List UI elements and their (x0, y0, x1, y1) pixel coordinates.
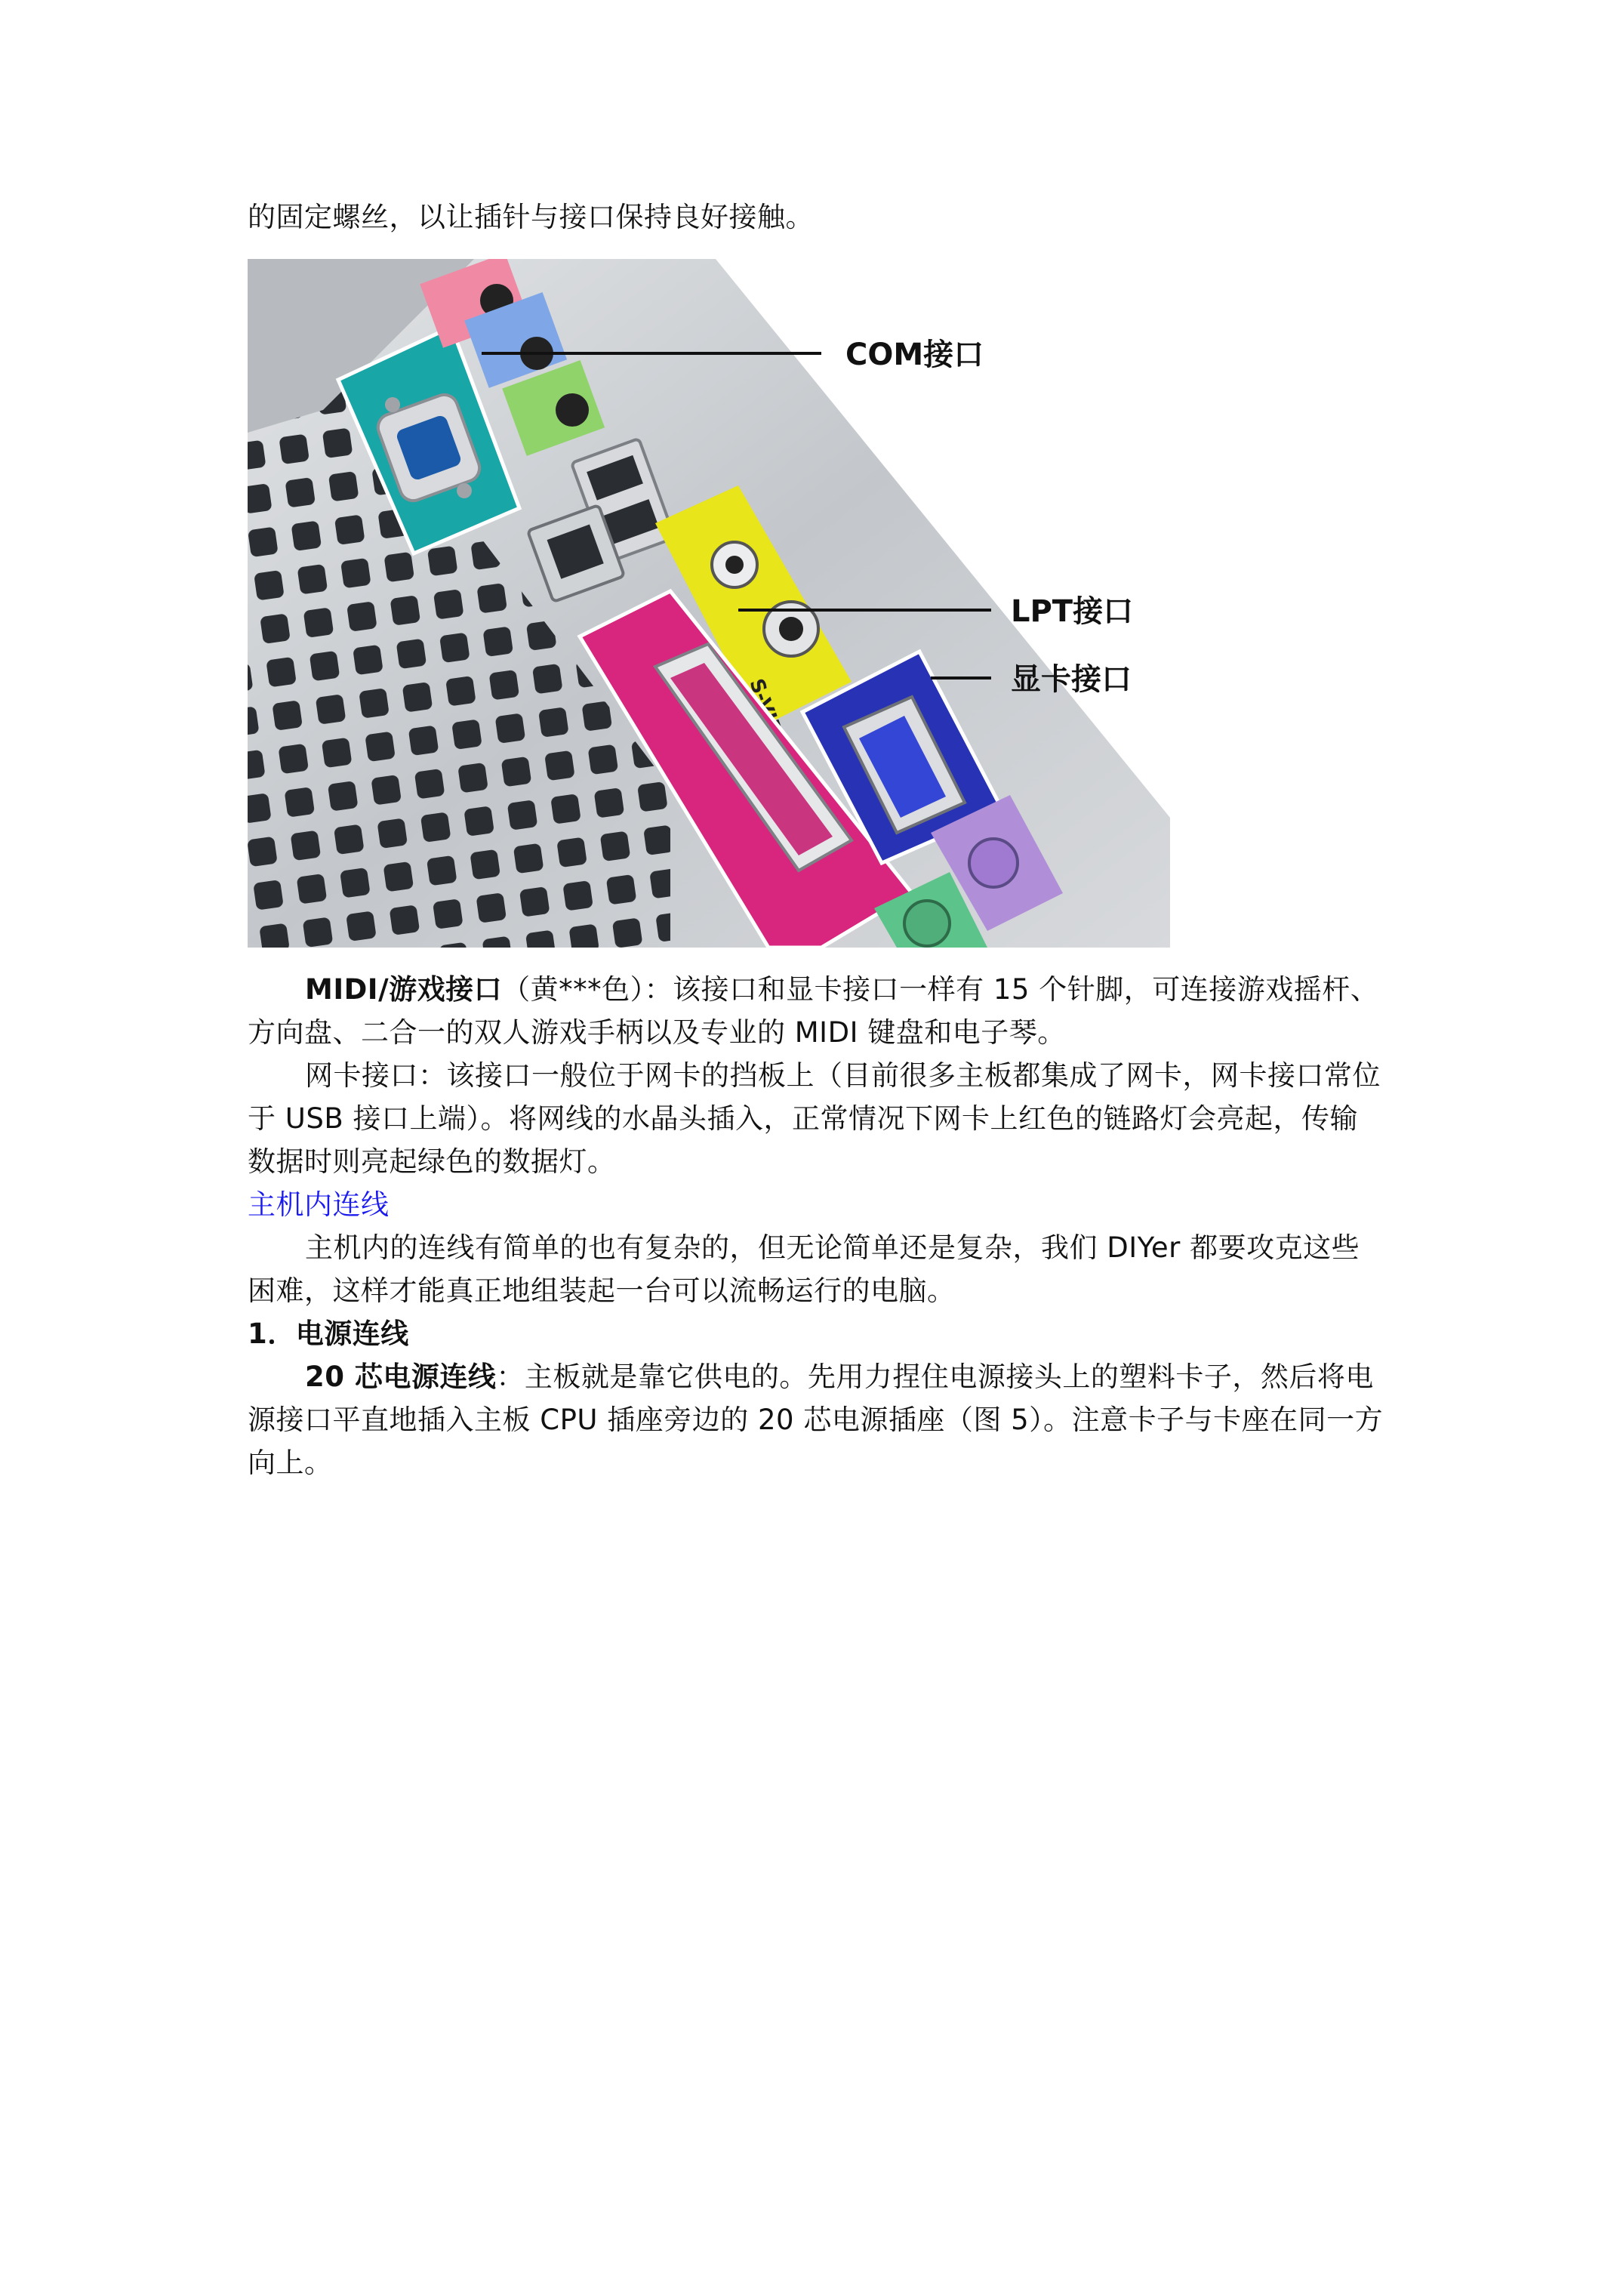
rear-panel-photo (248, 259, 1170, 948)
section-link-heading[interactable]: 主机内连线 (248, 1188, 390, 1221)
paragraph-line: 向上。 (248, 1447, 333, 1479)
paragraph-line: 困难，这样才能真正地组装起一台可以流畅运行的电脑。 (248, 1274, 956, 1307)
vga-label: 显卡接口 (1011, 662, 1132, 697)
paragraph-line: 源接口平直地插入主板 CPU 插座旁边的 20 芯电源插座（图 5）。注意卡子与卡座在同一方 (248, 1404, 1384, 1436)
rear-panel-figure (248, 259, 1170, 948)
term-20pin: 20 芯电源连线 (305, 1361, 497, 1393)
paragraph-line: 主机内的连线有简单的也有复杂的，但无论简单还是复杂，我们 DIYer 都要攻克这些 (305, 1231, 1360, 1264)
paragraph-line: 数据时则亮起绿色的数据灯。 (248, 1145, 616, 1178)
text-span: （黄***色）：该接口和显卡接口一样有 15 个针脚，可连接游戏摇杆、 (502, 973, 1379, 1006)
paragraph-line: 于 USB 接口上端）。将网线的水晶头插入，正常情况下网卡上红色的链路灯会亮起，传输 (248, 1102, 1358, 1135)
paragraph-line (305, 969, 1378, 1011)
section-heading: 1．电源连线 (248, 1318, 409, 1350)
paragraph-line (305, 1356, 1374, 1398)
paragraph-line: 网卡接口：该接口一般位于网卡的挡板上（目前很多主板都集成了网卡，网卡接口常位 (305, 1059, 1381, 1092)
com-label: COM接口 (845, 337, 984, 372)
term-midi: MIDI/游戏接口 (305, 973, 503, 1006)
paragraph-line: 方向盘、二合一的双人游戏手柄以及专业的 MIDI 键盘和电子琴。 (248, 1016, 1066, 1049)
text-span: ：主板就是靠它供电的。先用力捏住电源接头上的塑料卡子，然后将电 (496, 1361, 1374, 1393)
lpt-label: LPT接口 (1011, 594, 1134, 629)
paragraph-line: 的固定螺丝，以让插针与接口保持良好接触。 (248, 201, 814, 233)
